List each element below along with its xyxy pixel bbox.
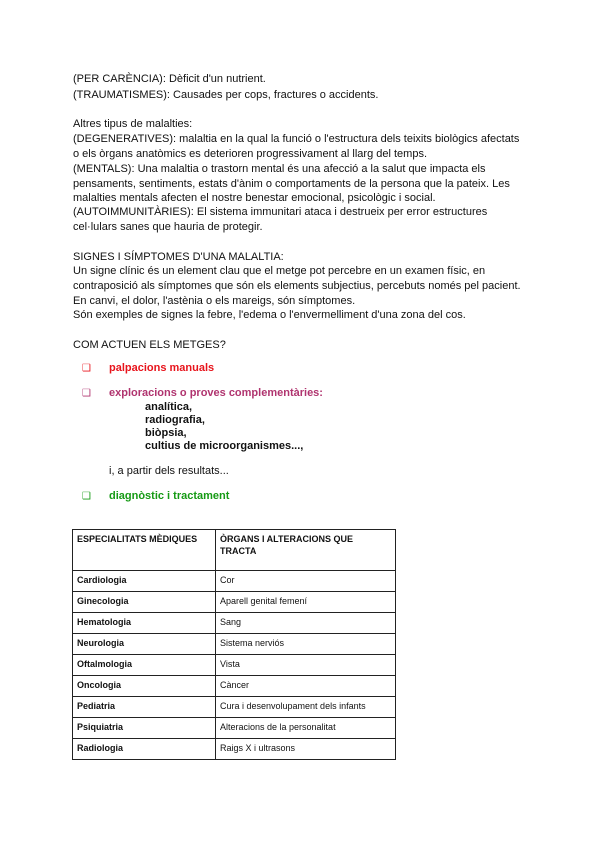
specialty-cell: Oftalmologia [73,655,216,676]
organ-cell: Vista [216,655,396,676]
specialty-cell: Psiquiatria [73,718,216,739]
organ-cell: Sang [216,613,396,634]
others-line: malalties mentals afecten el nostre benestar emocional, psicològic i social. [73,192,436,204]
bullet-exploracions: exploracions o proves complementàries: [109,387,323,399]
exploration-sub-item: radiografia, [145,414,205,426]
square-bullet-icon: ❑ [82,388,91,399]
bullet-palpacions: palpacions manuals [109,362,215,374]
organ-cell: Aparell genital femení [216,592,396,613]
specialty-cell: Radiologia [73,739,216,760]
intro-line-traumatismes: (TRAUMATISMES): Causades per cops, fractures o accidents. [73,89,379,101]
signs-title: SIGNES I SÍMPTOMES D'UNA MALALTIA: [73,251,284,263]
table-header-cell: ESPECIALITATS MÈDIQUES [73,530,216,571]
table-row [73,571,396,592]
doctors-title: COM ACTUEN ELS METGES? [73,339,226,351]
table-row [73,697,396,718]
specialty-cell: Neurologia [73,634,216,655]
table-row [73,634,396,655]
specialty-cell: Oncologia [73,676,216,697]
table-row [73,676,396,697]
after-results-text: i, a partir dels resultats... [109,465,229,477]
specialty-cell: Ginecologia [73,592,216,613]
table-row [73,655,396,676]
specialty-cell: Cardiologia [73,571,216,592]
organ-cell: Càncer [216,676,396,697]
specialties-table [72,529,396,760]
others-line: (AUTOIMMUNITÀRIES): El sistema immunitari ataca i destrueix per error estructures [73,206,488,218]
signs-line: contraposició als símptomes que són els elements subjectius, percebuts només pel pacient. [73,280,521,292]
others-line: pensaments, sentiments, estats d'ànim o comportaments de la persona que la pateix. Les [73,178,510,190]
others-line: cel·lulars sanes que hauria de protegir. [73,221,263,233]
others-line: (MENTALS): Una malaltia o trastorn mental és una afecció a la salut que impacta els [73,163,486,175]
signs-line: Són exemples de signes la febre, l'edema o l'envermelliment d'una zona del cos. [73,309,466,321]
signs-line: Un signe clínic és un element clau que el metge pot percebre en un examen físic, en [73,265,486,277]
table-row [73,613,396,634]
specialty-cell: Pediatria [73,697,216,718]
organ-cell: Cor [216,571,396,592]
square-bullet-icon: ❑ [82,491,91,502]
exploration-sub-item: cultius de microorganismes..., [145,440,304,452]
table-header-row [73,530,396,571]
bullet-diagnostic: diagnòstic i tractament [109,490,230,502]
specialty-cell: Hematologia [73,613,216,634]
others-line: (DEGENERATIVES): malaltia en la qual la funció o l'estructura dels teixits biològics afectats [73,133,520,145]
organ-cell: Sistema nerviós [216,634,396,655]
exploration-sub-item: biòpsia, [145,427,187,439]
table-row [73,739,396,760]
others-title: Altres tipus de malalties: [73,118,193,130]
organ-cell: Alteracions de la personalitat [216,718,396,739]
signs-line: En canvi, el dolor, l'astènia o els mareigs, són símptomes. [73,295,356,307]
intro-line-carencia: (PER CARÈNCIA): Dèficit d'un nutrient. [73,73,266,85]
table-row [73,592,396,613]
organ-cell: Cura i desenvolupament dels infants [216,697,396,718]
table-row [73,718,396,739]
square-bullet-icon: ❑ [82,363,91,374]
exploration-sub-item: analítica, [145,401,193,413]
others-line: o els òrgans anatòmics es deterioren progressivament al llarg del temps. [73,148,428,160]
organ-cell: Raigs X i ultrasons [216,739,396,760]
table-header-cell: ÒRGANS I ALTERACIONS QUE TRACTA [216,530,396,571]
